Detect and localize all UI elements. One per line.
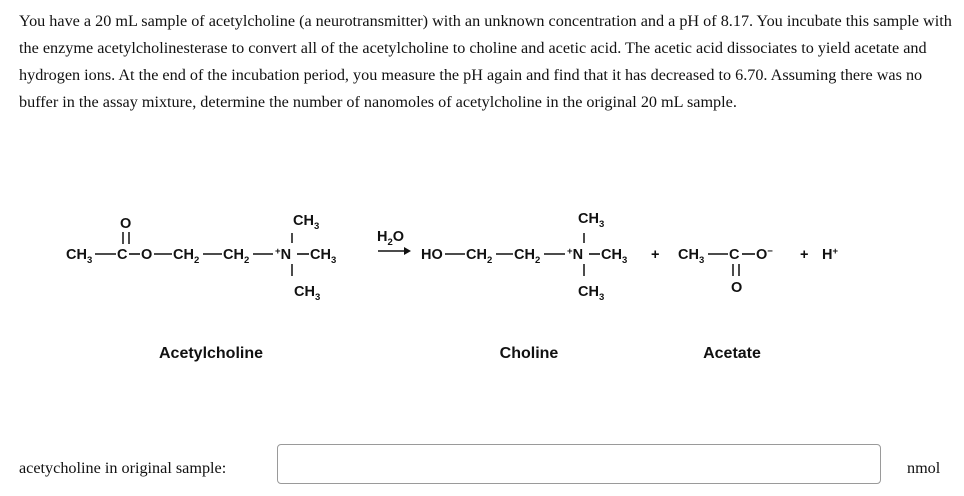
svg-text:O: O xyxy=(141,247,153,263)
svg-text:+N: +N xyxy=(275,246,292,263)
acetate-structure xyxy=(678,246,773,296)
svg-text:CH2: $CH_2$ xyxy=(223,247,250,266)
unit-label: nmol xyxy=(907,459,941,477)
svg-text:O: O xyxy=(731,280,743,296)
svg-text:CH3: $CH_3$ xyxy=(678,247,705,266)
svg-text:O−: O− xyxy=(756,246,773,263)
svg-text:CH3: $CH_3$ xyxy=(294,284,321,303)
question-text: You have a 20 mL sample of acetylcholine (a neurotransmitter) with an unknown concentration and a pH of 8.17. You incubate this sample with the enzyme acetylcholinesterase to convert all of the acetylcholine to choline and acetic acid. The acetic acid dissociates to yield acetate and hydrogen ions. At the end of the incubation period, you measure the pH again and find that it has decreased to 6.70. Assuming there was no buffer in the assay mixture, determine the number of nanomoles of acetylcholine in the original 20 mL sample. xyxy=(19,12,952,111)
svg-text:CH3: $CH_3$ xyxy=(310,247,337,266)
choline-structure xyxy=(421,211,627,303)
caption-acetylcholine: Acetylcholine xyxy=(158,345,264,362)
svg-text:CH3: $CH_3$ xyxy=(293,213,320,232)
answer-input[interactable] xyxy=(277,444,881,484)
caption-acetate: Acetate xyxy=(703,345,761,362)
svg-text:HO: HO xyxy=(421,247,443,263)
reaction-arrow xyxy=(377,229,411,255)
svg-text:H2O: $H_2O$ xyxy=(377,229,405,248)
svg-text:CH3: $CH_3$ xyxy=(578,284,605,303)
svg-text:C: C xyxy=(729,247,740,263)
svg-text:O: O xyxy=(120,216,132,232)
svg-text:CH3: $CH_3$ xyxy=(601,247,628,266)
svg-text:C: C xyxy=(117,247,128,263)
svg-text:CH2: $CH_2$ xyxy=(514,247,541,266)
svg-text:+N: +N xyxy=(567,246,584,263)
hydrogen-ion: H+ xyxy=(822,246,839,263)
plus-sign: + xyxy=(800,247,809,263)
svg-text:CH3: $CH_3$ xyxy=(66,247,93,266)
acetylcholine-structure xyxy=(66,213,336,303)
answer-label: acetycholine in original sample: xyxy=(19,459,227,477)
svg-text:CH3: $CH_3$ xyxy=(578,211,605,230)
svg-text:CH2: $CH_2$ xyxy=(466,247,493,266)
plus-sign: + xyxy=(651,247,660,263)
caption-choline: Choline xyxy=(499,345,559,362)
reaction-scheme xyxy=(0,195,964,370)
svg-text:CH2: $CH_2$ xyxy=(173,247,200,266)
